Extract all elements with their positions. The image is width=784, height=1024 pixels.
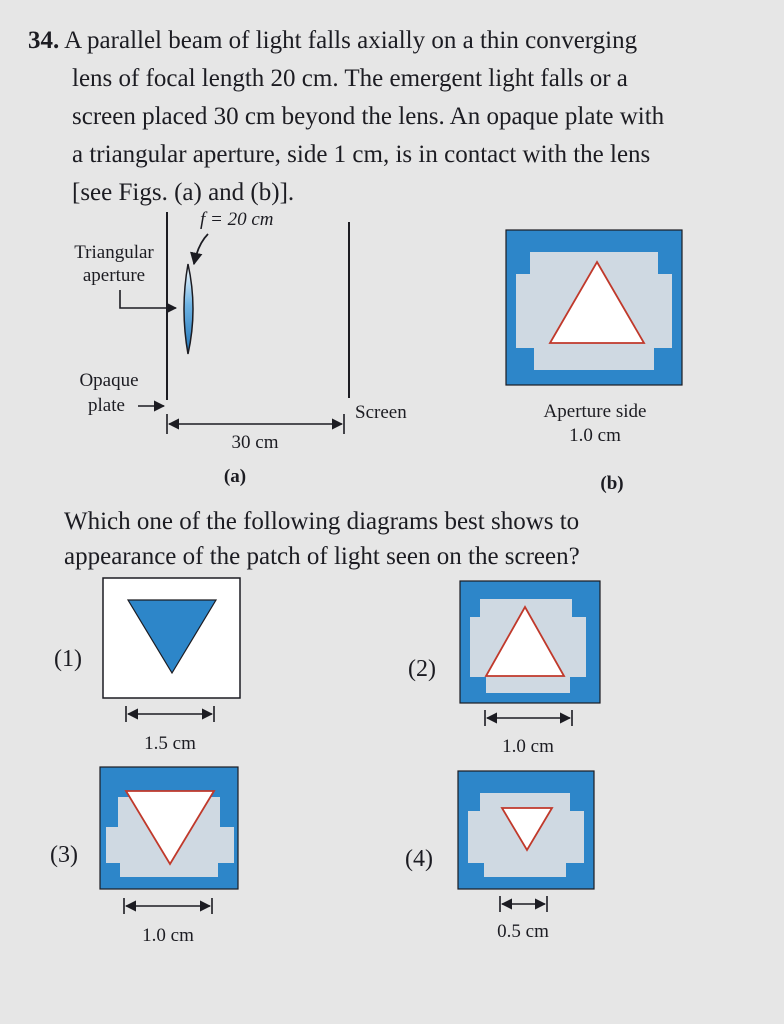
figure-b-label-line-2: 1.0 cm — [569, 425, 621, 446]
screen-label: Screen — [355, 402, 407, 423]
question-line-4: a triangular aperture, side 1 cm, is in contact with the lens — [72, 141, 651, 168]
focal-length-label: f = 20 cm — [200, 209, 274, 230]
option-3-number: (3) — [50, 842, 78, 868]
sub-question-line-1: Which one of the following diagrams best shows to — [64, 508, 580, 535]
plate-label-line-1: Opaque — [79, 370, 139, 391]
aperture-label-line-1: Triangular — [74, 242, 154, 263]
question-number: 34. — [28, 27, 60, 54]
option-3-size-label: 1.0 cm — [142, 925, 194, 946]
option-1-number: (1) — [54, 646, 82, 672]
plate-label-line-2: plate — [88, 395, 125, 416]
distance-label: 30 cm — [231, 432, 279, 453]
figure-b-label-line-1: Aperture side — [543, 401, 647, 422]
aperture-label-line-2: aperture — [82, 265, 146, 286]
question-line-1: 34. A parallel beam of light falls axially on a thin converging — [28, 27, 638, 54]
option-4-number: (4) — [405, 846, 433, 872]
option-4-size-label: 0.5 cm — [497, 921, 549, 942]
figure-b-caption: (b) — [600, 473, 624, 494]
option-2-number: (2) — [408, 656, 436, 682]
question-line-3: screen placed 30 cm beyond the lens. An opaque plate with — [72, 103, 665, 130]
question-line-2: lens of focal length 20 cm. The emergent light falls or a — [72, 65, 628, 92]
question-line-5: [see Figs. (a) and (b)]. — [72, 179, 295, 206]
figure-a-caption: (a) — [223, 466, 247, 487]
option-2-size-label: 1.0 cm — [502, 736, 554, 757]
option-1-size-label: 1.5 cm — [144, 733, 196, 754]
sub-question-line-2: appearance of the patch of light seen on the screen? — [64, 543, 580, 570]
